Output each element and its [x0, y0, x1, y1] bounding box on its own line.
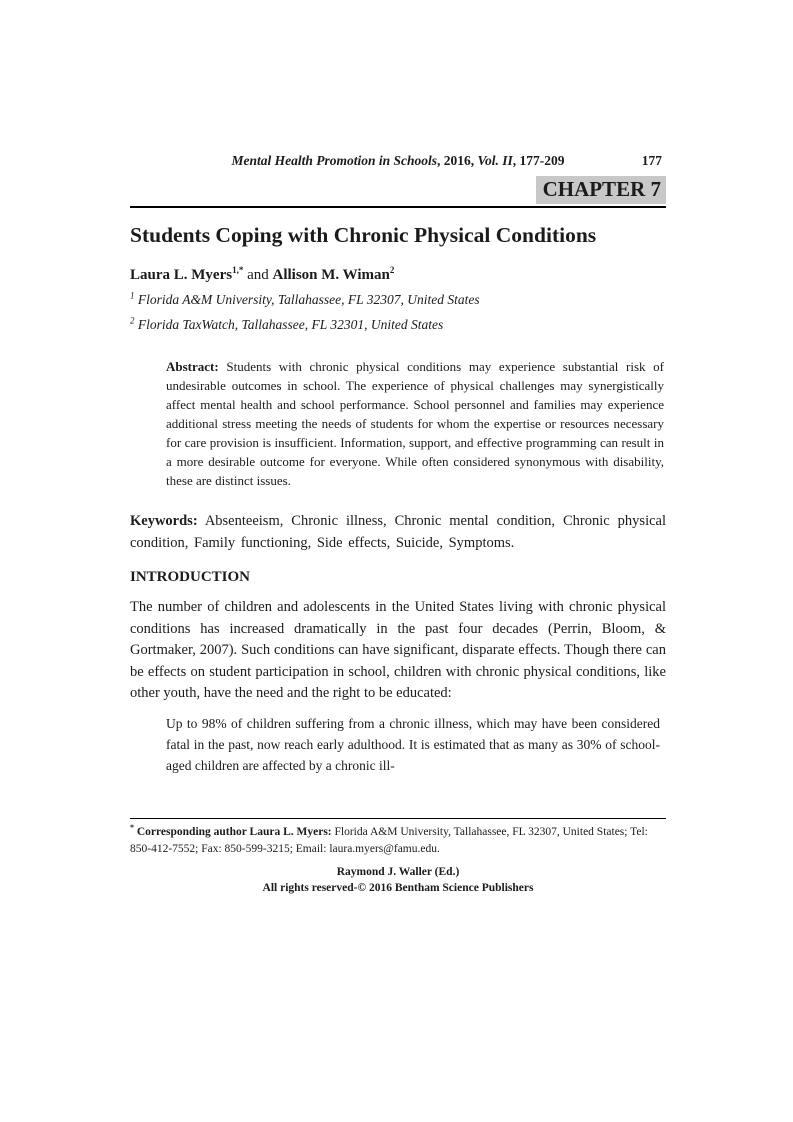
affiliation-1: [130, 291, 666, 309]
journal-page-range: 177-209: [519, 153, 565, 168]
footer-editor: Raymond J. Waller (Ed.): [336, 866, 460, 878]
footnote-text: Florida A&M University, Tallahassee, FL 32307, United States; Tel: 850-412-7552; Fax: 850-599-3215; Email: laura.myers@famu.edu.: [130, 826, 648, 855]
footnote-bold-text: Corresponding author Laura L. Myers:: [134, 826, 332, 838]
abstract-label: Abstract:: [166, 359, 219, 374]
author-1-superscript: 1,*: [232, 265, 244, 275]
abstract-text: Students with chronic physical conditions may experience substantial risk of undesirable outcomes in school. The experience of physical challenges may synergistically affect mental health and school performance. School personnel and families may experience additional stress meeting the needs of students for whom the expertise or resources necessary for care provision is insufficient. Information, support, and effective programming can result in a more desirable outcome for everyone. While often considered synonymous with disability, these are distinct issues.: [166, 359, 664, 488]
journal-title: Mental Health Promotion in Schools: [231, 153, 437, 168]
header-divider: [130, 206, 666, 208]
author-line: [130, 265, 666, 285]
keywords-text: Absenteeism, Chronic illness, Chronic mental condition, Chronic physical condition, Family functioning, Side effects, Suicide, Symptoms.: [130, 513, 666, 551]
journal-citation: Mental Health Promotion in Schools, 2016, Vol. II, 177-209: [231, 153, 565, 168]
running-header: [130, 152, 666, 170]
keywords-label: Keywords:: [130, 513, 198, 529]
content-column: [130, 0, 666, 776]
chapter-badge-row: [130, 176, 666, 204]
author-1: Laura L. Myers: [130, 267, 233, 283]
page-number: 177: [641, 153, 662, 168]
journal-volume: Vol. II: [477, 153, 513, 168]
journal-year: 2016: [443, 153, 471, 168]
chapter-badge: CHAPTER 7: [536, 176, 666, 204]
author-connector: and: [243, 267, 273, 283]
keywords: [130, 510, 666, 554]
affiliation-2-superscript: 2: [130, 315, 135, 326]
affiliation-2: [130, 316, 666, 334]
affiliation-2-text: Florida TaxWatch, Tallahassee, FL 32301, United States: [134, 317, 444, 332]
footnote-divider: [130, 818, 666, 819]
page-footer: [130, 864, 666, 896]
article-title: Students Coping with Chronic Physical Conditions: [130, 223, 597, 247]
introduction-heading: INTRODUCTION: [130, 569, 251, 585]
block-quote: Up to 98% of children suffering from a chronic illness, which may have been considered fatal in the past, now reach early adulthood. It is estimated that as many as 30% of school-aged children are affected by a chronic ill-: [166, 715, 660, 773]
author-2: Allison M. Wiman: [272, 267, 390, 283]
introduction-paragraph: The number of children and adolescents in the United States living with chronic physical conditions has increased dramatically in the past four decades (Perrin, Bloom, & Gortmaker, 2007). Such conditions can have significant, disparate effects. Though there can be effects on student participation in school, children with chronic physical conditions, like other youth, have the need and the right to be educated:: [130, 599, 666, 701]
footnote-marker: *: [130, 823, 134, 833]
corresponding-author-footnote: [130, 824, 666, 857]
affiliation-1-superscript: 1: [130, 290, 135, 301]
abstract: [166, 357, 664, 490]
author-2-superscript: 2: [389, 265, 395, 275]
affiliation-1-text: Florida A&M University, Tallahassee, FL 32307, United States: [134, 292, 480, 307]
footer-rights: All rights reserved-© 2016 Bentham Science Publishers: [262, 882, 534, 894]
footnote-area: [130, 818, 666, 857]
